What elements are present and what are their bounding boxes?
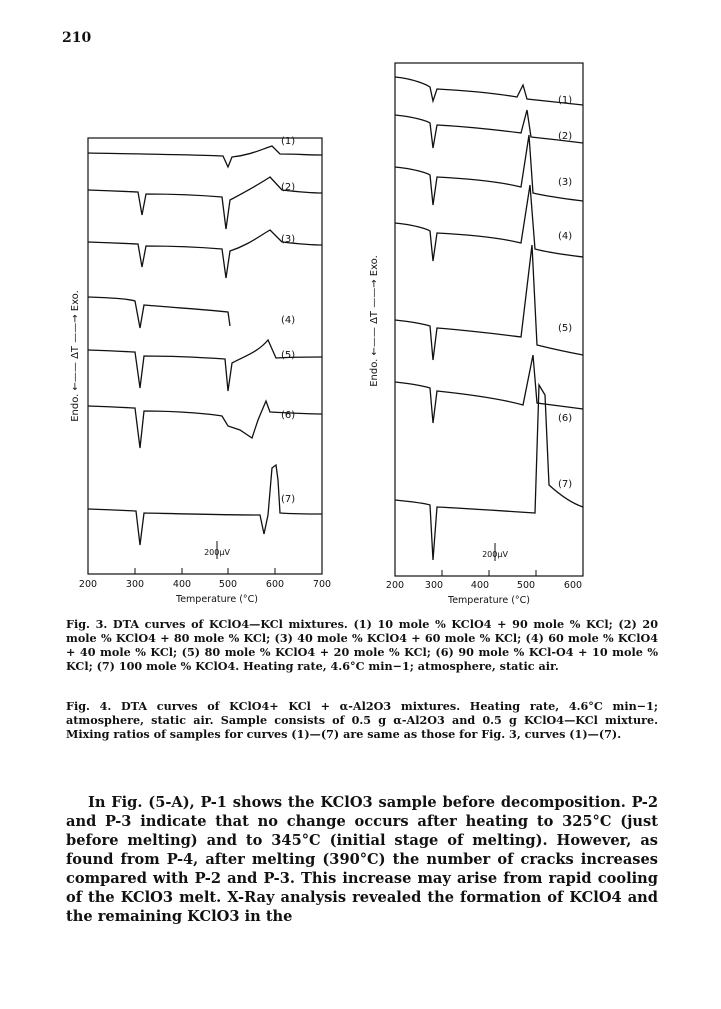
figure-3-plot (60, 130, 360, 610)
x-tick-label: 400 (470, 580, 490, 591)
curve-label-5: (5) (558, 323, 573, 334)
scale-label: 200μV (204, 548, 230, 557)
curve-label-5: (5) (281, 350, 296, 361)
curve-7 (395, 385, 583, 560)
y-axis-label: Endo. ←—— ΔT ——→ Exo. (70, 290, 81, 422)
x-tick-label: 500 (218, 579, 238, 590)
x-tick-label: 200 (385, 580, 405, 591)
curve-label-4: (4) (281, 315, 296, 326)
x-tick-label: 300 (424, 580, 444, 591)
x-tick-label: 400 (172, 579, 192, 590)
curve-label-3: (3) (558, 177, 573, 188)
body-text (66, 793, 658, 926)
curve-label-4: (4) (558, 231, 573, 242)
curve-6 (88, 401, 322, 448)
x-tick-label: 200 (78, 579, 98, 590)
curve-4 (88, 297, 230, 328)
curve-label-1: (1) (558, 95, 573, 106)
curve-2 (395, 110, 583, 148)
figure-4-caption: Fig. 4. DTA curves of KClO4+ KCl + α-Al2O3 mixtures. Heating rate, 4.6°C min−1; atmosphere, static air. Sample consists of 0.5 g α-Al2O3 and 0.5 g KClO4—KCl mixture. Mixing ratios of samples for curves (1)—(7) are same as those for Fig. 3, curves (1)—(7). (66, 699, 658, 741)
curve-label-1: (1) (281, 136, 296, 147)
curve-label-3: (3) (281, 234, 296, 245)
curve-5 (88, 340, 322, 391)
x-tick-label: 700 (312, 579, 332, 590)
scale-label: 200μV (482, 550, 508, 559)
curve-4 (395, 185, 583, 261)
figure-3-caption: Fig. 3. DTA curves of KClO4—KCl mixtures. (1) 10 mole % KClO4 + 90 mole % KCl; (2) 20 mole % KClO4 + 80 mole % KCl; (3) 40 mole % KClO4 + 60 mole % KCl; (4) 60 mole % KClO4 + 40 mole % KCl; (5) 80 mole % KClO4 + 20 mole % KCl; (6) 90 mole % KCl-O4 + 10 mole % KCl; (7) 100 mole % KClO4. Heating rate, 4.6°C min−1; atmosphere, static air. (66, 617, 658, 673)
curve-label-2: (2) (558, 131, 573, 142)
figure-4-plot (355, 55, 615, 605)
x-tick-label: 600 (265, 579, 285, 590)
curve-1 (88, 146, 322, 167)
x-tick-label: 500 (516, 580, 536, 591)
curve-5 (395, 245, 583, 360)
x-axis-label: Temperature (°C) (448, 595, 530, 605)
figure-4 (355, 55, 615, 605)
page-number: 210 (62, 30, 92, 46)
x-axis-label: Temperature (°C) (176, 594, 258, 605)
x-tick-label: 300 (125, 579, 145, 590)
x-tick-label: 600 (563, 580, 583, 591)
curve-6 (395, 355, 583, 423)
curve-7 (88, 465, 322, 545)
curve-label-2: (2) (281, 182, 296, 193)
curve-3 (395, 135, 583, 205)
scale-marker (482, 543, 508, 561)
y-axis-label: Endo. ←—— ΔT ——→ Exo. (369, 255, 380, 387)
curve-label-6: (6) (281, 410, 296, 421)
curve-label-6: (6) (558, 413, 573, 424)
curve-1 (395, 77, 583, 105)
curve-label-7: (7) (281, 494, 296, 505)
figure-3 (60, 130, 360, 610)
curve-label-7: (7) (558, 479, 573, 490)
scale-marker (204, 541, 230, 559)
body-paragraph: In Fig. (5-A), P-1 shows the KClO3 sample before decomposition. P-2 and P-3 indicate that no change occurs after heating to 325°C (just before melting) and to 345°C (initial stage of melting). However, as found from P-4, after melting (390°C) the number of cracks increases compared with P-2 and P-3. This increase may arise from rapid cooling of the KClO3 melt. X-Ray analysis revealed the formation of KClO4 and the remaining KClO3 in the (66, 794, 658, 925)
